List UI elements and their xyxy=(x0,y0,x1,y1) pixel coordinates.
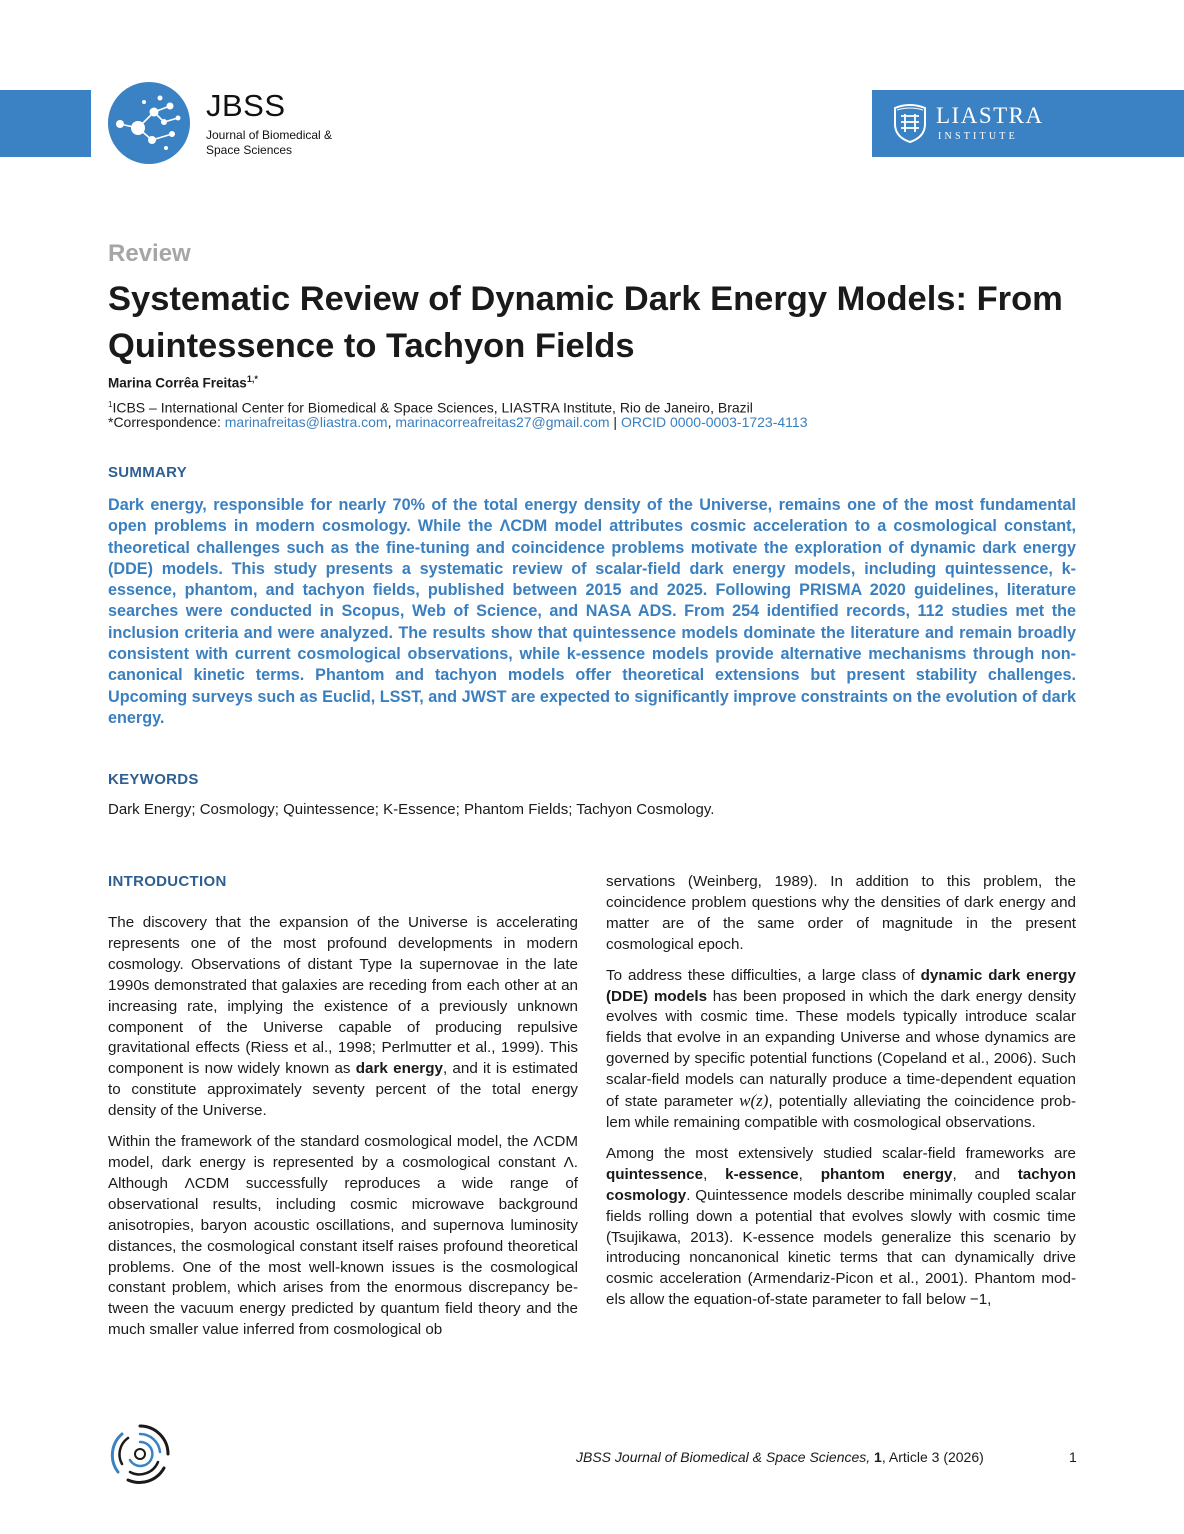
institute-crest-icon xyxy=(892,104,928,144)
footer-logo-icon xyxy=(108,1422,172,1486)
paragraph: Among the most extensively studied scalar-field frameworks are quintessence, k-essence, phantom energy, and tachyon cosmology. Quintessence models describe minimally coupled scalar fields rolling down a potential that evolves slowly with cosmic time (Tsujikawa, 2013). K-essence models generalize this scenario by introducing noncanonical kinetic terms that can dynamically drive cosmic acceleration (Armendariz-Picon et al., 2001). Phantom models allow the equation-of-state parameter to fall below −1, xyxy=(606,1144,1076,1309)
summary-text: Dark energy, responsible for nearly 70% of the total energy density of the Universe, remains one of the most fundamental open problems in modern cosmology. While the ΛCDM model attributes cosmic acceleration to a cosmological constant, theoretical challenges such as the fine-tuning and coincidence problems motivate the exploration of dynamic dark energy (DDE) models. This study presents a systematic review of scalar-field dark energy models, including quintessence, k-essence, phantom, and tachyon fields, published between 2015 and 2025. Following PRISMA 2020 guidelines, literature searches were conducted in Scopus, Web of Science, and NASA ADS. From 254 identified records, 112 studies met the inclusion criteria and were analyzed. The results show that quintessence models dominate the literature and remain broadly consistent with current cosmological observations, while k-essence models provide alternative mechanisms through non-canonical kinetic terms. Phantom and tachyon models offer theoretical extensions but present stability challenges. Upcoming surveys such as Euclid, LSST, and JWST are expected to significantly improve constraints on the evolution of dark energy. xyxy=(108,496,1076,727)
institute-subtitle: INSTITUTE xyxy=(938,131,1018,142)
page-number: 1 xyxy=(1069,1449,1077,1465)
paragraph: To address these difficulties, a large class of dynamic dark energy (DDE) models has been proposed in which the dark energy density evolves with cosmic time. These models typically introduce scalar fields that evolve in an expanding Universe and whose dynamics are governed by specific potential functions (Copeland et al., 2006). Such scalar-field models can naturally produce a time-dependent equation of state parameter w(z), potentially alleviating the coincidence problem while remaining compatible with cosmological observations. xyxy=(606,966,1076,1131)
summary-heading: SUMMARY xyxy=(108,464,188,481)
author-sup: 1,* xyxy=(246,374,258,384)
affiliation-sup: 1 xyxy=(108,400,113,409)
paragraph: The discovery that the expansion of the Universe is accelerating represents one of the most profound developments in modern cosmology. Observations of distant Type Ia supernovae in the late 1990s demonstrated that galaxies are receding from each other at an increasing rate, implying the existence of a previously unknown component of the Universe capable of producing repulsive gravitational effects (Riess et al., 1998; Perlmutter et al., 1999). This component is now widely known as dark energy, and it is estimated to constitute approximately seventy percent of the total energy density of the Universe. xyxy=(108,914,578,1120)
jbss-logo-icon xyxy=(108,82,190,164)
keywords-heading: KEYWORDS xyxy=(108,771,199,788)
institute-banner xyxy=(872,90,1184,157)
journal-short-name: JBSS xyxy=(206,88,286,123)
header-band-left xyxy=(0,90,91,157)
correspondence: *Correspondence: marinafreitas@liastra.com, marinacorreafreitas27@gmail.com | ORCID 0000-0003-1723-4113 xyxy=(108,414,808,430)
author-name: Marina Corrêa Freitas xyxy=(108,375,247,391)
footer-citation: JBSS Journal of Biomedical & Space Sciences, 1, Article 3 (2026) xyxy=(576,1449,984,1465)
email-link-2[interactable]: marinacorreafreitas27@gmail.com xyxy=(395,414,610,430)
column-right xyxy=(606,872,1076,1321)
article-type: Review xyxy=(108,240,191,267)
institute-name: LIASTRA xyxy=(936,103,1044,128)
keywords-text: Dark Energy; Cosmology; Quintessence; K-Essence; Phantom Fields; Tachyon Cosmology. xyxy=(108,801,715,818)
introduction-heading: INTRODUCTION xyxy=(108,873,227,890)
math-wz: w(z) xyxy=(739,1091,769,1111)
email-link-1[interactable]: marinafreitas@liastra.com xyxy=(224,414,388,430)
paragraph: servations (Weinberg, 1989). In addition to this problem, the coincidence problem questions why the densities of dark energy and matter are of the same order of magnitude in the present cosmological epoch. xyxy=(606,873,1076,953)
article-title: Systematic Review of Dynamic Dark Energy Models: From Quintessence to Tachyon Fields xyxy=(108,280,1063,365)
author-line xyxy=(108,374,258,391)
orcid-link[interactable]: ORCID 0000-0003-1723-4113 xyxy=(620,414,808,430)
column-left xyxy=(108,913,578,1351)
affiliation: $^1$ICBS – International Center for Biomedical & Space Sciences, LIASTRA Institute, Rio de Janeiro, Brazil xyxy=(108,399,753,416)
paragraph: Within the framework of the standard cosmological model, the ΛCDM model, dark energy is represented by a cosmological constant Λ. Although ΛCDM successfully reproduces a wide range of observational results, including cosmic microwave background anisotropies, baryon acoustic oscillations, and supernova luminosity distances, the cosmological constant itself raises profound theoretical problems. One of the most well-known issues is the cosmological constant problem, which arises from the enormous discrepancy between the vacuum energy predicted by quantum field theory and the much smaller value inferred from cosmological ob xyxy=(108,1133,578,1339)
journal-full-name: Journal of Biomedical & Space Sciences xyxy=(206,128,333,157)
